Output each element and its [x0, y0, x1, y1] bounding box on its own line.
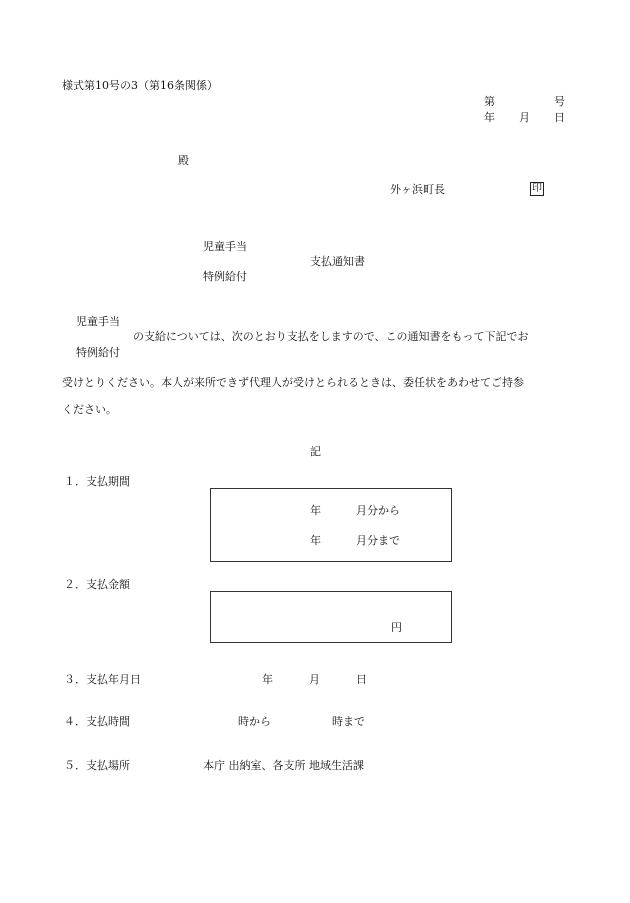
amount-unit: 円 — [391, 621, 402, 634]
item-place-label: ５．支払場所 — [64, 759, 130, 772]
payment-place-value: 本庁 出納室、各支所 地域生活課 — [203, 759, 364, 772]
period-box — [210, 488, 452, 562]
title-option-child-allowance: 児童手当 — [203, 240, 247, 253]
title-option-special-benefit: 特例給付 — [203, 270, 247, 283]
form-label: 様式第10号の3（第16条関係） — [62, 79, 218, 92]
body-line-1: の支給については、次のとおり支払をしますので、この通知書をもって下記でお — [133, 330, 529, 343]
payment-date-month: 月 — [309, 673, 320, 686]
body-line-2: 受けとりください。本人が来所できず代理人が受けとられるときは、委任状をあわせてご持参 — [62, 376, 524, 389]
period-to-month: 月分まで — [356, 534, 400, 547]
payment-time-to: 時まで — [332, 715, 365, 728]
period-from-month: 月分から — [356, 504, 400, 517]
payment-date-year: 年 — [262, 673, 273, 686]
body-option-child-allowance: 児童手当 — [76, 315, 120, 328]
item-date-label: ３．支払年月日 — [64, 673, 141, 686]
issuer-name: 外ヶ浜町長 — [390, 183, 445, 196]
item-amount-label: ２．支払金額 — [64, 578, 130, 591]
addressee-suffix: 殿 — [178, 154, 189, 167]
number-dai: 第 — [484, 95, 495, 108]
payment-time-from: 時から — [238, 715, 271, 728]
item-period-label: １．支払期間 — [64, 475, 130, 488]
seal-mark: 印 — [532, 183, 542, 194]
amount-box — [210, 591, 452, 643]
period-to-year: 年 — [310, 534, 321, 547]
period-from-year: 年 — [310, 504, 321, 517]
body-line-3: ください。 — [62, 403, 117, 416]
date-day: 日 — [554, 111, 565, 124]
date-month: 月 — [519, 111, 530, 124]
document-title: 支払通知書 — [310, 255, 365, 268]
ki-heading: 記 — [310, 445, 321, 458]
body-option-special-benefit: 特例給付 — [76, 346, 120, 359]
payment-date-day: 日 — [356, 673, 367, 686]
item-time-label: ４．支払時間 — [64, 715, 130, 728]
number-go: 号 — [554, 95, 565, 108]
date-year: 年 — [484, 111, 495, 124]
